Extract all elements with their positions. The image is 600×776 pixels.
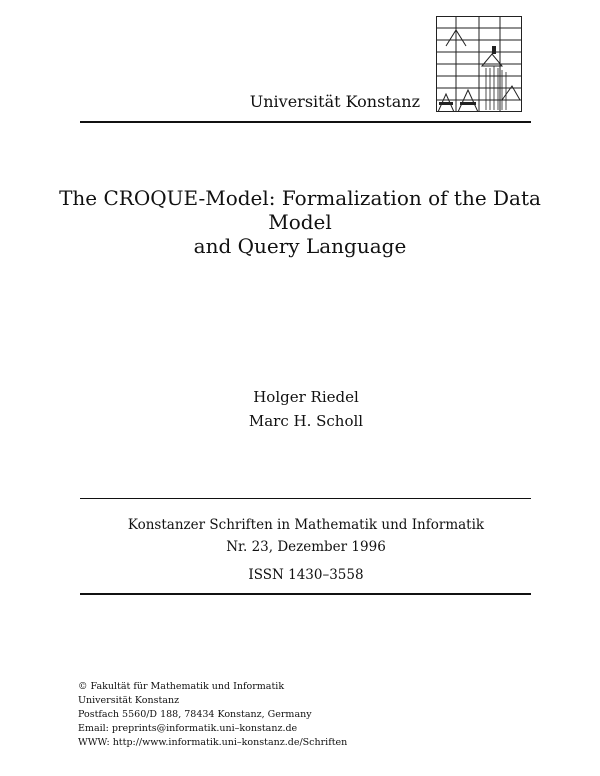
author-name: Marc H. Scholl [248, 412, 364, 430]
series-issn: ISSN 1430–3558 [248, 567, 364, 583]
series-name: Konstanzer Schriften in Mathematik und Informatik [127, 517, 485, 533]
series-info [0, 514, 600, 586]
series-bottom-rule [80, 593, 531, 595]
footer-copyright: © Fakultät für Mathematik und Informatik [78, 681, 285, 692]
author-name: Holger Riedel [253, 388, 359, 406]
footer-email: Email: preprints@informatik.uni–konstanz.de [78, 723, 298, 734]
author-list [0, 385, 600, 433]
footer-address: Postfach 5560/D 188, 78434 Konstanz, Germany [78, 709, 312, 720]
header-rule [80, 121, 531, 123]
footer-www: WWW: http://www.informatik.uni–konstanz.de/Schriften [78, 737, 348, 748]
series-number: Nr. 23, Dezember 1996 [226, 539, 386, 555]
publisher-footer [78, 680, 347, 750]
university-name: Universität Konstanz [249, 92, 420, 111]
universitaet-konstanz-logo-icon [436, 16, 522, 112]
footer-institution: Universität Konstanz [78, 695, 180, 706]
paper-title [40, 186, 560, 258]
title-line-2: and Query Language [193, 234, 407, 258]
title-line-1: The CROQUE-Model: Formalization of the Data Model [59, 186, 541, 234]
series-top-rule [80, 498, 531, 499]
